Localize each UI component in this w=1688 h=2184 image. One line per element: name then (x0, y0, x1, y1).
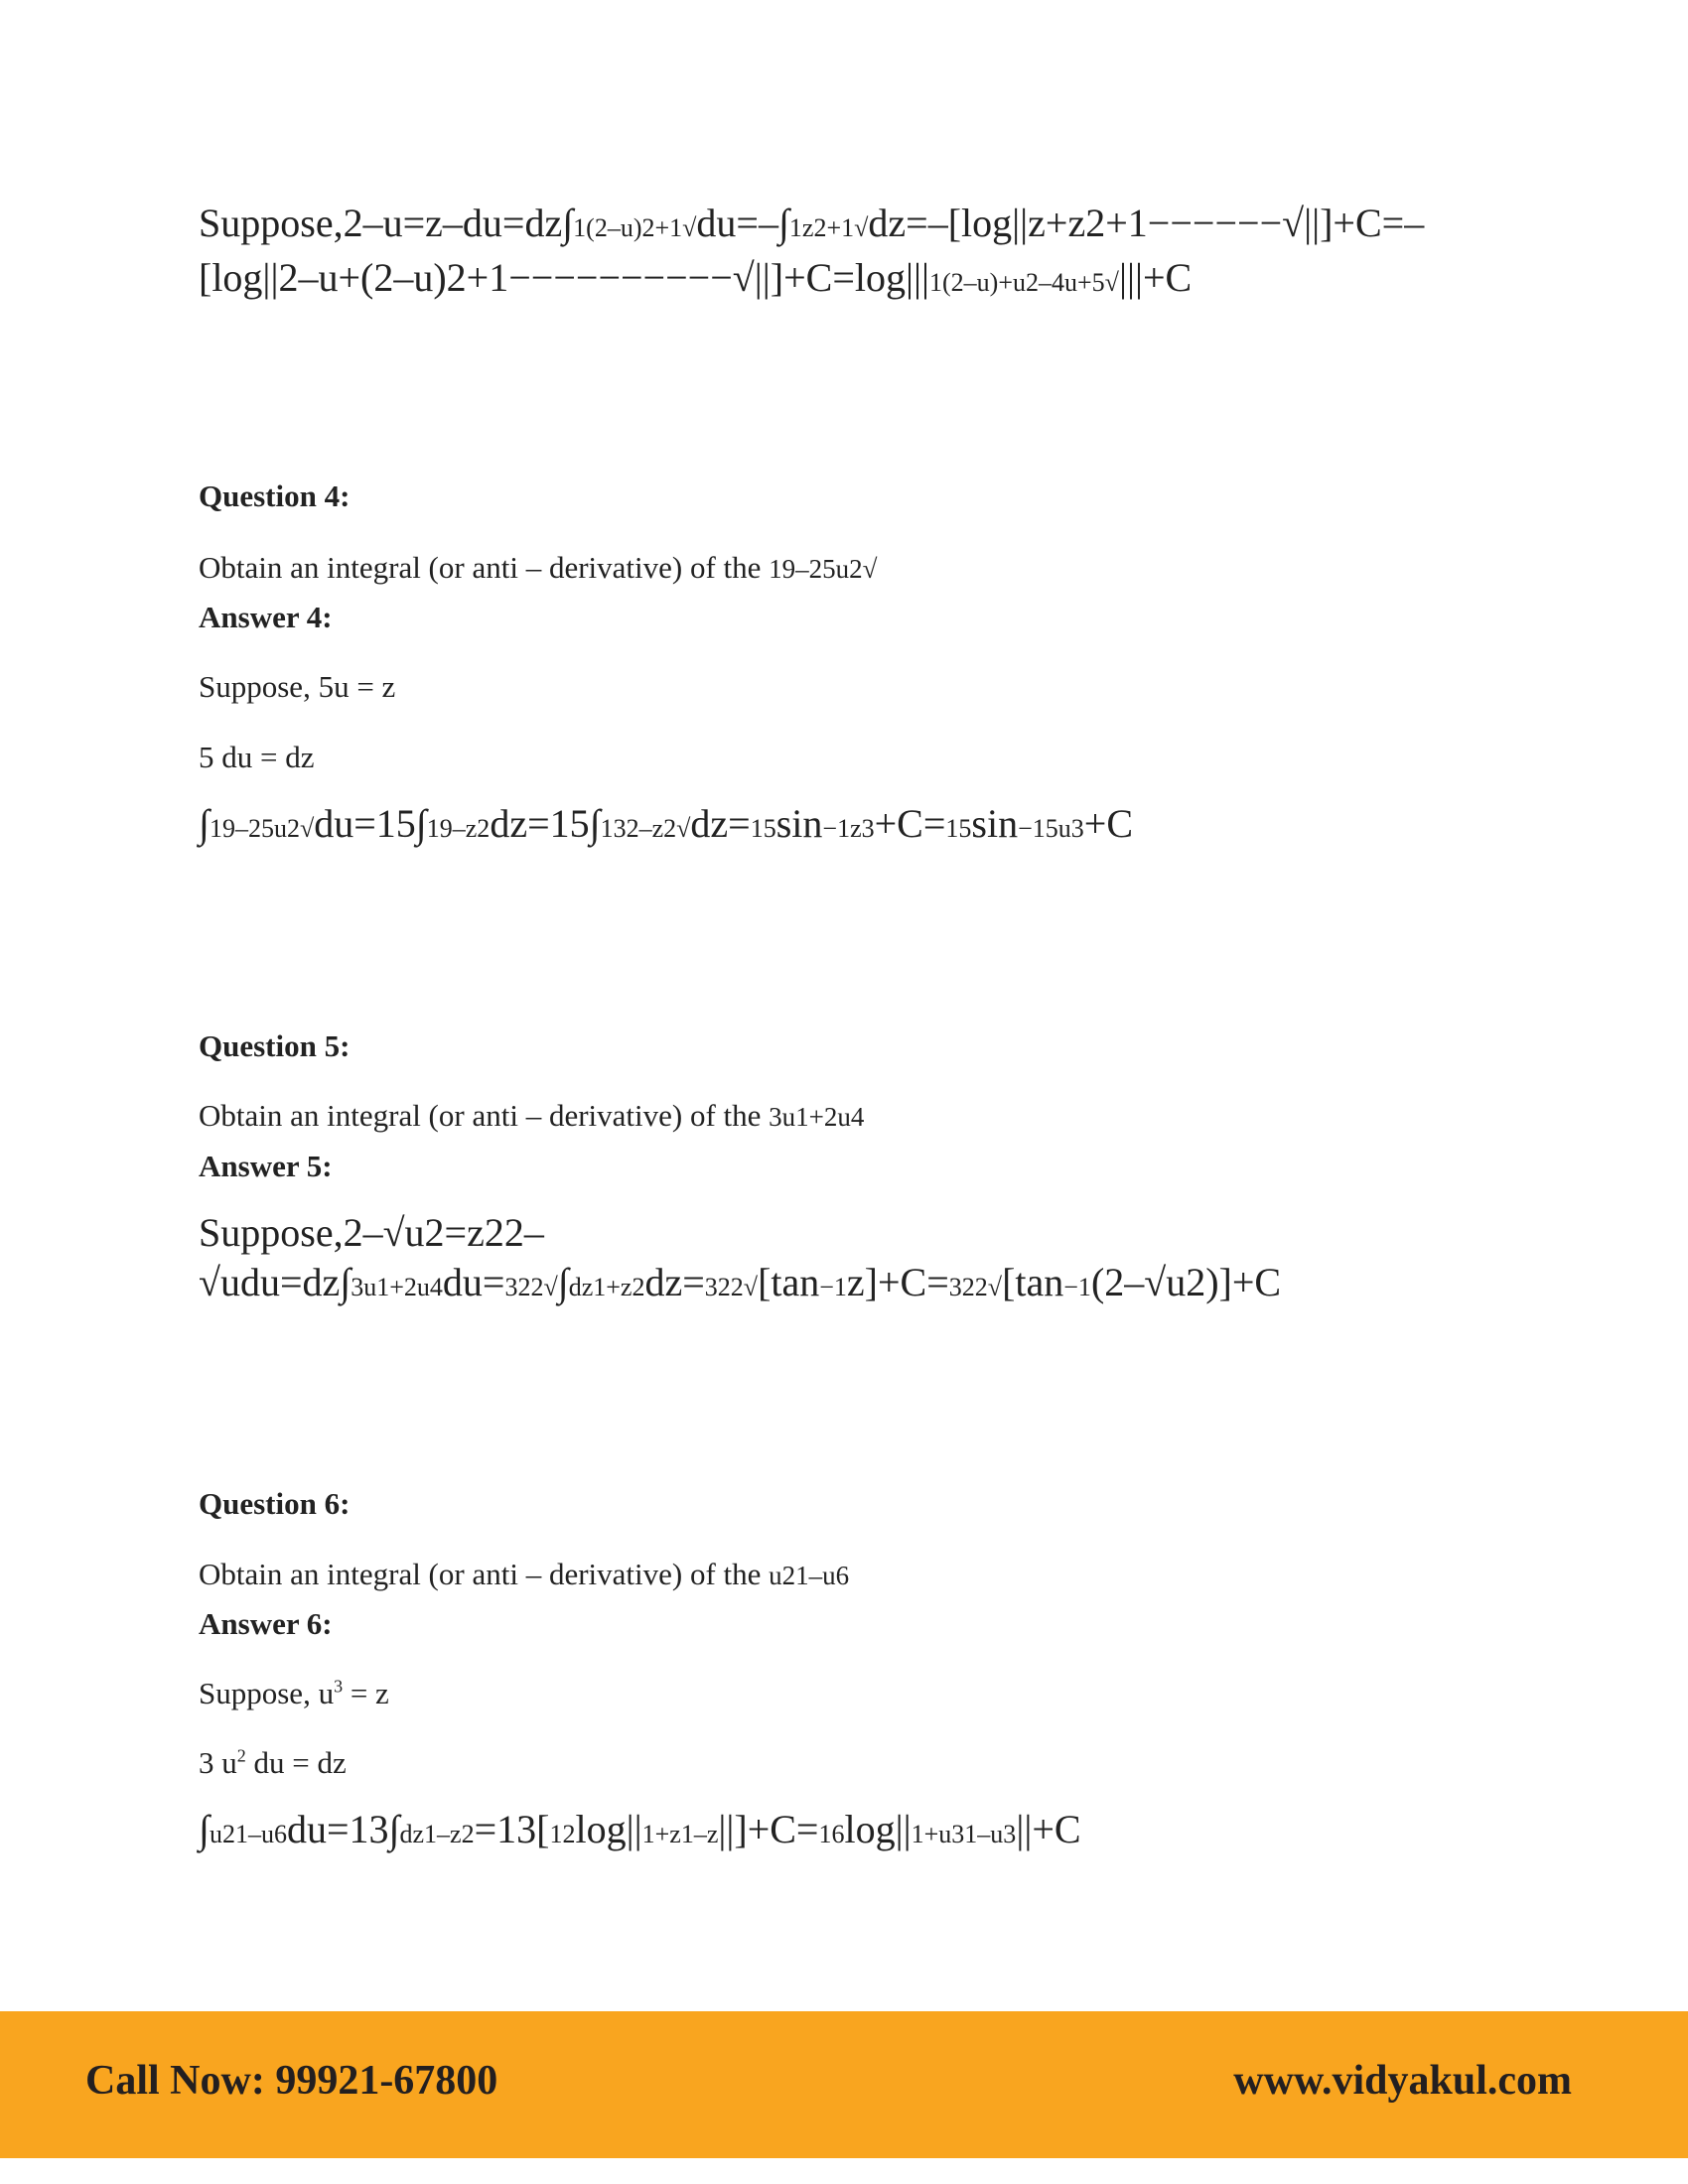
question4-prompt: Obtain an integral (or anti – derivative) of the 19–25u2√ (199, 550, 878, 585)
question4-heading: Question 4: (199, 478, 351, 513)
answer5-equation: Suppose,2–√u2=z22– √udu=dz∫3u1+2u4du=322√∫dz1+z2dz=322√[tan−1z]+C=322√[tan−1(2–√u2)]+C (199, 1210, 1282, 1304)
footer-website-link[interactable]: www.vidyakul.com (1233, 2058, 1572, 2104)
answer6-step1: Suppose, $u^3 = z$ (199, 1676, 389, 1710)
question6-prompt: Obtain an integral (or anti – derivative) of the u21–u6 (199, 1557, 850, 1591)
question5-prompt: Obtain an integral (or anti – derivative) of the 3u1+2u4 (199, 1098, 865, 1133)
question6-heading: Question 6: (199, 1486, 351, 1521)
answer6-step2: 3 $u^2$ du = dz (199, 1745, 347, 1780)
question5-heading: Question 5: (199, 1028, 351, 1063)
answer4-step1: Suppose, 5u = z (199, 669, 396, 704)
answer3-equation: Suppose,2–u=z–du=dz∫1(2–u)2+1√du=–∫1z2+1√dz=–[log||z+z2+1−−−−−−√||]+C=– [log||2–u+(2–u)2+1−−−−−−−−−−√||]+C=log|||1(2–u)+u2–4u+5√|||+C (199, 201, 1425, 300)
answer4-heading: Answer 4: (199, 600, 333, 634)
answer4-step2: 5 du = dz (199, 740, 315, 774)
answer6-equation: ∫u21–u6du=13∫dz1–z2=13[12log||1+z1–z||]+C=16log||1+u31–u3||+C (199, 1807, 1081, 1851)
answer4-equation: ∫19–25u2√du=15∫19–z2dz=15∫132–z2√dz=15sin−1z3+C=15sin−15u3+C (199, 801, 1134, 846)
answer6-heading: Answer 6: (199, 1606, 333, 1641)
answer5-heading: Answer 5: (199, 1149, 333, 1183)
footer-phone[interactable]: Call Now: 99921-67800 (85, 2058, 498, 2104)
footer-banner (0, 2011, 1688, 2158)
